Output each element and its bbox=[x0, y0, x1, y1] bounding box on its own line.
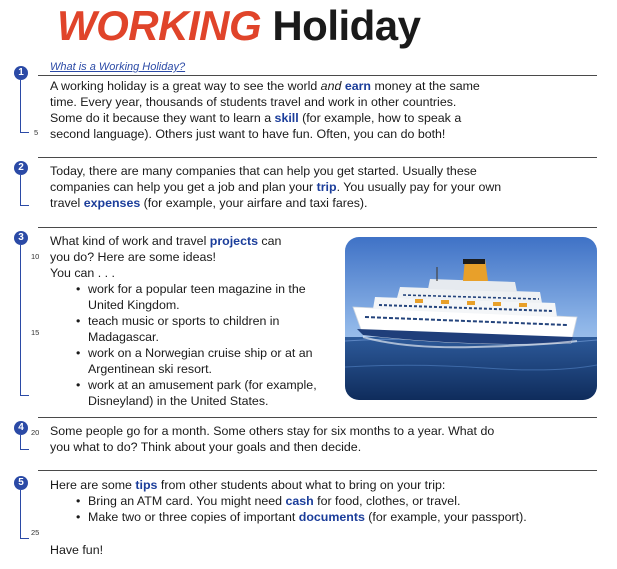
closing-line: Have fun! bbox=[50, 543, 104, 557]
page-title bbox=[57, 2, 421, 50]
cruise-ship-illustration bbox=[345, 237, 597, 400]
keyword-projects: projects bbox=[209, 234, 258, 248]
text: time. Every year, thousands of students travel and work in other countries. bbox=[50, 95, 457, 109]
section-bracket bbox=[20, 490, 29, 539]
section-bracket bbox=[20, 245, 29, 396]
list-item bbox=[74, 493, 554, 509]
section-number-badge: 2 bbox=[14, 161, 28, 175]
text: money at the same bbox=[371, 79, 480, 93]
text: for food, clothes, or travel. bbox=[313, 494, 461, 508]
tips-list bbox=[74, 493, 554, 525]
keyword-tips: tips bbox=[135, 478, 158, 492]
list-item bbox=[74, 509, 554, 525]
keyword-expenses: expenses bbox=[83, 196, 141, 210]
text: you what to do? Think about your goals and then decide. bbox=[50, 440, 362, 454]
list-item: • work on a Norwegian cruise ship or at an Argentinean ski resort. bbox=[74, 345, 344, 377]
section-divider bbox=[38, 417, 597, 418]
paragraph-1 bbox=[50, 78, 600, 142]
text: companies can help you get a job and plan your bbox=[50, 180, 317, 194]
section-divider bbox=[38, 157, 597, 158]
text: Here are some bbox=[50, 478, 136, 492]
text: Some do it because they want to learn a bbox=[50, 111, 275, 125]
section-divider bbox=[38, 227, 597, 228]
title-word-working: WORKING bbox=[57, 2, 262, 49]
keyword-cash: cash bbox=[285, 494, 314, 508]
list-item: • teach music or sports to children in Madagascar. bbox=[74, 313, 344, 345]
paragraph-5-intro bbox=[50, 477, 600, 493]
line-number: 20 bbox=[31, 428, 40, 437]
section-divider bbox=[38, 75, 597, 76]
keyword-skill: skill bbox=[274, 111, 299, 125]
text: (for example, how to speak a bbox=[298, 111, 462, 125]
section-number-badge: 5 bbox=[14, 476, 28, 490]
text: You can . . . bbox=[50, 266, 115, 280]
section-number-badge: 4 bbox=[14, 421, 28, 435]
paragraph-2 bbox=[50, 163, 600, 211]
text: Some people go for a month. Some others stay for six months to a year. What do bbox=[50, 424, 495, 438]
keyword-earn: earn bbox=[344, 79, 371, 93]
section-bracket bbox=[20, 175, 29, 206]
section-bracket bbox=[20, 435, 29, 450]
text: you do? Here are some ideas! bbox=[50, 250, 216, 264]
text: (for example, your airfare and taxi fares). bbox=[140, 196, 368, 210]
text: A working holiday is a great way to see the world bbox=[50, 79, 321, 93]
title-word-holiday: Holiday bbox=[272, 2, 421, 49]
ideas-list bbox=[74, 281, 344, 409]
text: second language). Others just want to have fun. Often, you can do both! bbox=[50, 127, 446, 141]
text: Bring an ATM card. You might need bbox=[88, 494, 286, 508]
text: Today, there are many companies that can help you get started. Usually these bbox=[50, 164, 477, 178]
text: What kind of work and travel bbox=[50, 234, 210, 248]
line-number: 5 bbox=[34, 128, 39, 137]
keyword-trip: trip bbox=[316, 180, 337, 194]
text: can bbox=[257, 234, 282, 248]
text: from other students about what to bring on your trip: bbox=[157, 478, 446, 492]
line-number: 15 bbox=[31, 328, 40, 337]
text: (for example, your passport). bbox=[364, 510, 527, 524]
list-item: • work for a popular teen magazine in the United Kingdom. bbox=[74, 281, 344, 313]
section-number-badge: 1 bbox=[14, 66, 28, 80]
text: . You usually pay for your own bbox=[336, 180, 502, 194]
section-divider bbox=[38, 470, 597, 471]
text: Make two or three copies of important bbox=[88, 510, 299, 524]
section-number-badge: 3 bbox=[14, 231, 28, 245]
keyword-documents: documents bbox=[298, 510, 365, 524]
section-heading: What is a Working Holiday? bbox=[50, 61, 186, 73]
list-item: • work at an amusement park (for example, Disneyland) in the United States. bbox=[74, 377, 344, 409]
cruise-ship-photo bbox=[345, 237, 597, 400]
line-number: 25 bbox=[31, 528, 40, 537]
paragraph-4 bbox=[50, 423, 600, 455]
text-emphasis: and bbox=[320, 79, 342, 93]
paragraph-3-intro bbox=[50, 233, 350, 281]
line-number: 10 bbox=[31, 252, 40, 261]
section-bracket bbox=[20, 80, 29, 133]
text: travel bbox=[50, 196, 84, 210]
